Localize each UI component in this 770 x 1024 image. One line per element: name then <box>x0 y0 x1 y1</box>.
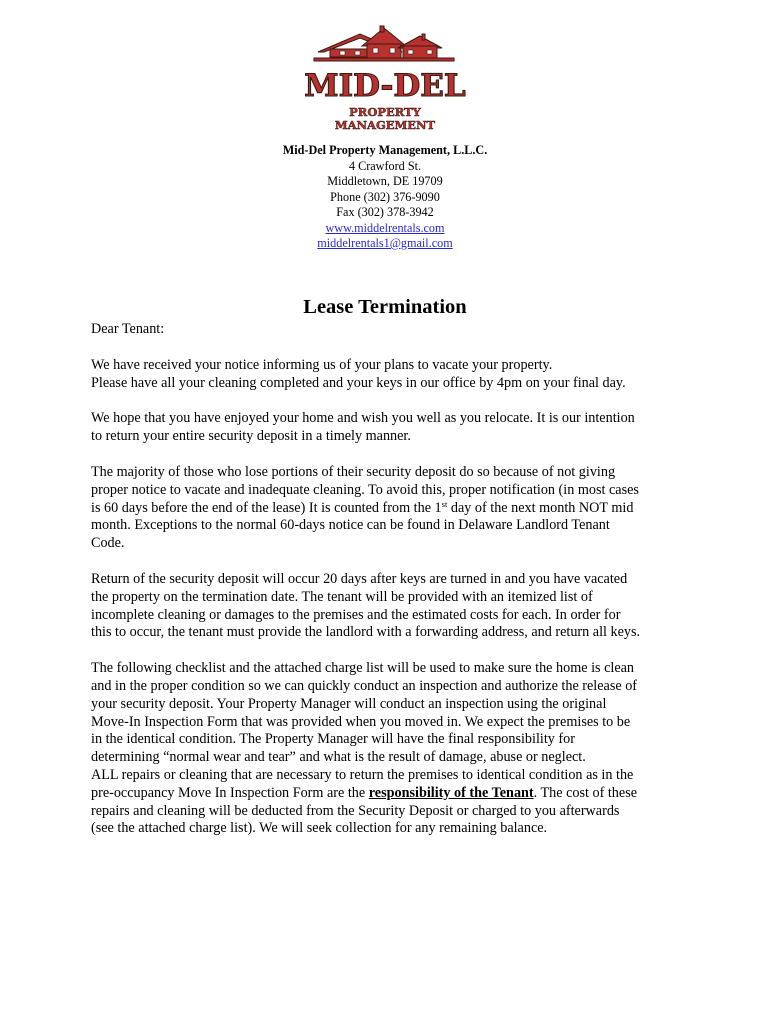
text-line: in the identical condition. The Property Manager will have the final responsibility for <box>91 731 575 748</box>
text-line: . The cost of these <box>533 784 638 801</box>
text-line: Return of the security deposit will occur 20 days after keys are turned in and you have vacated <box>91 570 628 587</box>
logo-brand-main: MID-DEL <box>304 68 466 104</box>
paragraph-notice <box>91 357 691 393</box>
logo-brand-sub2: MANAGEMENT <box>334 118 436 132</box>
company-logo <box>300 22 470 137</box>
address-line-2: Middletown, DE 19709 <box>327 174 443 188</box>
page-title: Lease Termination <box>303 296 467 318</box>
letter-body <box>91 321 691 856</box>
text-line: this to occur, the tenant must provide the landlord with a forwarding address, and return all keys. <box>91 624 641 641</box>
logo-graphic <box>300 22 470 137</box>
text-line: The majority of those who lose portions of their security deposit do so because of not giving <box>91 463 616 480</box>
logo-brand-sub1: PROPERTY <box>349 105 421 119</box>
text-line: Code. <box>91 535 125 552</box>
text-line: The following checklist and the attached charge list will be used to make sure the home is clean <box>91 660 635 677</box>
salutation: Dear Tenant: <box>91 321 165 337</box>
text-line: Move-In Inspection Form that was provided when you moved in. We expect the premises to be <box>91 713 631 730</box>
address-line-1: 4 Crawford St. <box>348 158 422 173</box>
text-line: month. Exceptions to the normal 60-days notice can be found in Delaware Landlord Tenant <box>91 517 610 534</box>
text-line: and in the proper condition so we can quickly conduct an inspection and authorize the release of <box>91 677 638 694</box>
text-line: day of the next month NOT mid <box>447 499 634 516</box>
paragraph-checklist <box>91 660 691 838</box>
paragraph-deposit-return <box>91 571 691 642</box>
paragraph-deposit-loss <box>91 464 691 553</box>
email-link[interactable]: middelrentals1@gmail.com <box>317 236 453 250</box>
text-line: Please have all your cleaning completed and your keys in our office by 4pm on your final day. <box>91 374 626 391</box>
text-line: to return your entire security deposit in a timely manner. <box>91 428 411 445</box>
text-line: repairs and cleaning will be deducted from the Security Deposit or charged to you afterwards <box>91 802 620 819</box>
text-line: pre-occupancy Move In Inspection Form are the <box>91 784 369 801</box>
houses-icon <box>314 26 454 61</box>
text-line: your security deposit. Your Property Manager will conduct an inspection using the original <box>91 695 607 712</box>
paragraph-wishes <box>91 410 691 446</box>
text-line: incomplete cleaning or damages to the premises and the estimated costs for each. In order for <box>91 606 621 623</box>
phone-number: Phone (302) 376-9090 <box>330 189 440 204</box>
text-line: ALL repairs or cleaning that are necessary to return the premises to identical condition as in the <box>91 766 634 783</box>
ordinal-suffix: st <box>441 498 448 509</box>
fax-number: Fax (302) 378-3942 <box>336 205 434 219</box>
text-line: the property on the termination date. The tenant will be provided with an itemized list of <box>91 588 593 605</box>
text-line: (see the attached charge list). We will seek collection for any remaining balance. <box>91 820 548 837</box>
tenant-responsibility-emphasis: responsibility of the Tenant <box>368 784 534 801</box>
text-line: determining “normal wear and tear” and what is the result of damage, abuse or neglect. <box>91 749 586 766</box>
text-line: We have received your notice informing us of your plans to vacate your property. <box>91 356 553 373</box>
text-line: proper notice to vacate and inadequate cleaning. To avoid this, proper notification (in most cases <box>91 481 639 498</box>
letterhead <box>0 143 770 252</box>
text-line: is 60 days before the end of the lease) It is counted from the 1 <box>91 499 442 516</box>
text-line: We hope that you have enjoyed your home and wish you well as you relocate. It is our intention <box>91 410 635 427</box>
company-name: Mid-Del Property Management, L.L.C. <box>282 143 488 157</box>
website-link[interactable]: www.middelrentals.com <box>325 220 445 235</box>
